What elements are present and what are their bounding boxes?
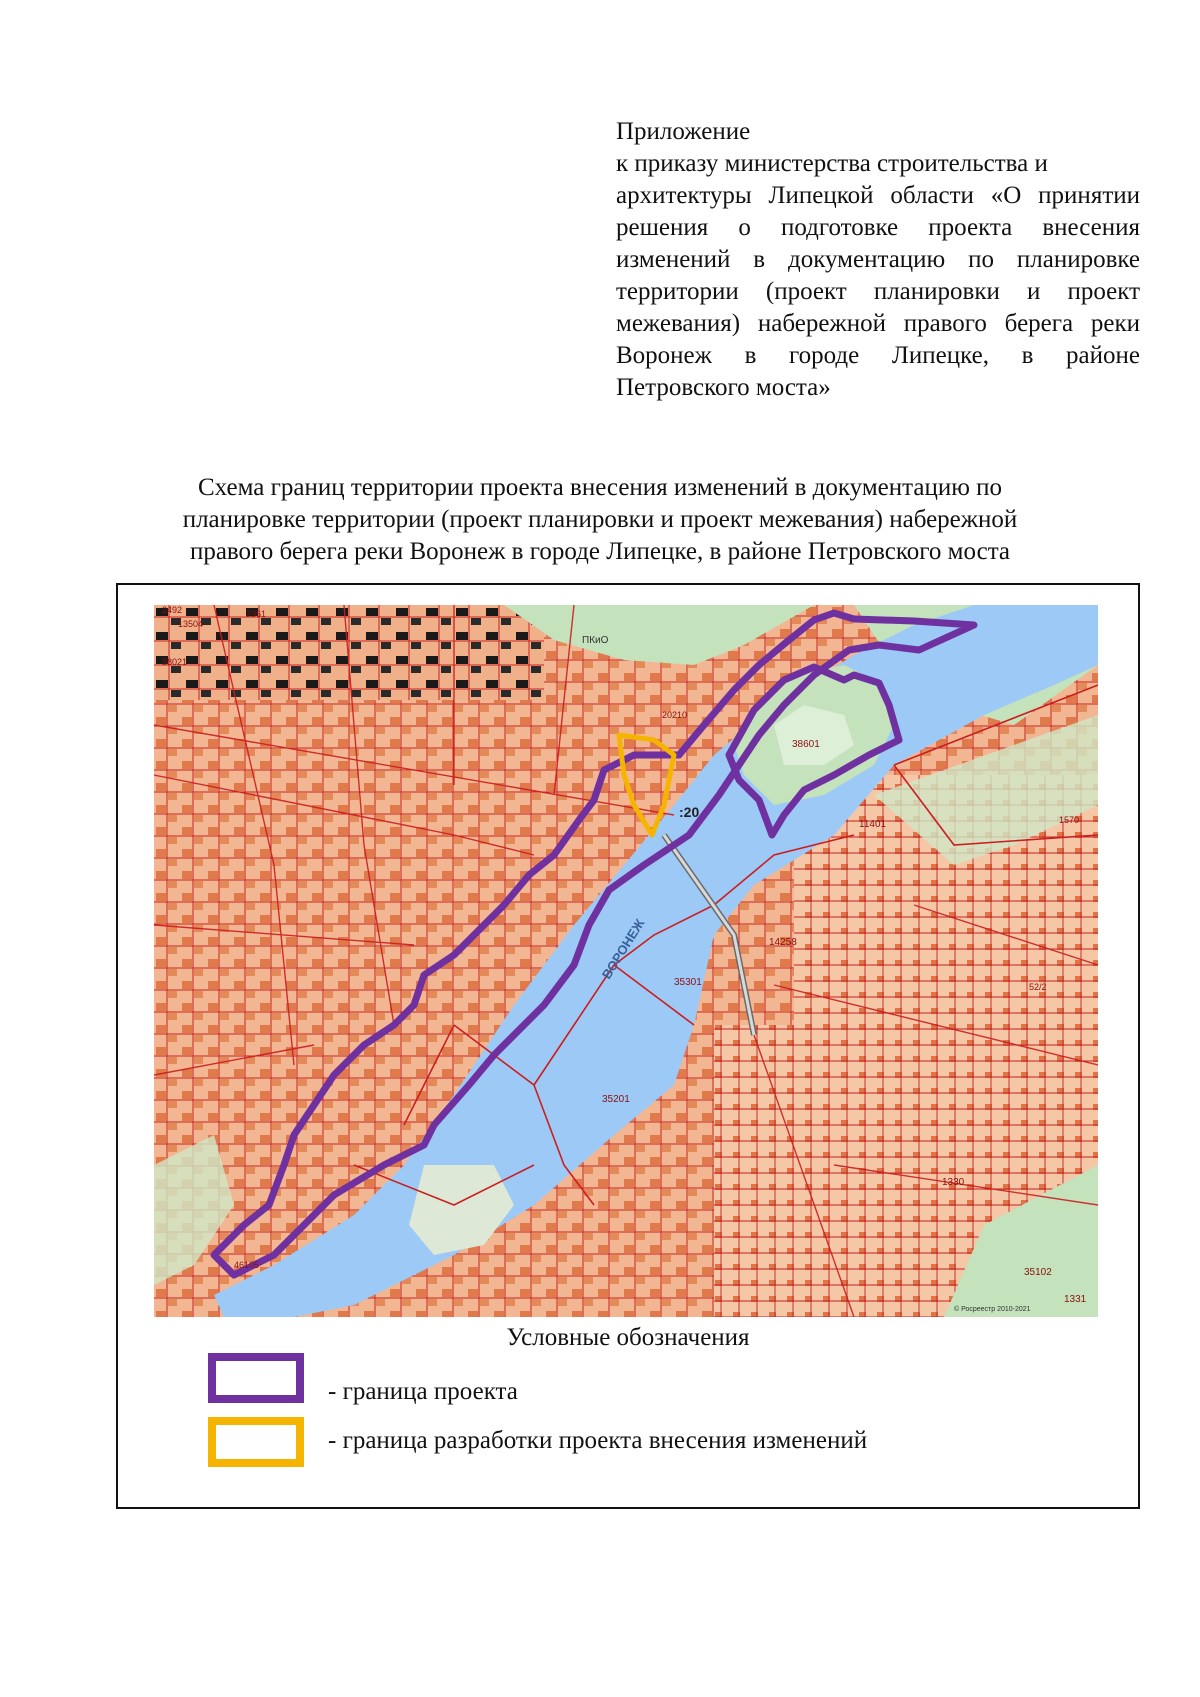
- legend-title: Условные обозначения: [506, 1324, 750, 1351]
- copyright-label: © Росреестр 2010-2021: [954, 1306, 1031, 1313]
- cadastral-map: [154, 605, 1098, 1317]
- parcel-label: 20210: [662, 710, 688, 720]
- heading-line-2: планировке территории (проект планировки и проект межевания) набережной: [182, 506, 1018, 533]
- appendix-body: архитектуры Липецкой области «О принятии решения о подготовке проекта внесения изменений в документацию по планировке территории (проект планировки и проект межевания) набережной правого берега реки Воронеж в городе Липецке, в районе Петровского моста»: [616, 182, 1140, 401]
- parcel-label: 38601: [792, 739, 820, 750]
- parcel-label: 1570: [1059, 815, 1080, 825]
- heading-line-3: правого берега реки Воронеж в городе Липецке, в районе Петровского моста: [189, 538, 1011, 565]
- amendment-boundary-swatch: [208, 1417, 304, 1467]
- parcel-label: 2361: [246, 609, 267, 619]
- parcel-label: 14258: [769, 937, 797, 948]
- parcel-label: 1331: [1064, 1294, 1087, 1305]
- parcel-label: 38021: [162, 657, 188, 667]
- scale-mark: :20: [679, 804, 700, 820]
- appendix-line: к приказу министерства строительства и: [616, 150, 1048, 177]
- appendix-title: Приложение: [616, 118, 751, 145]
- parcel-label: 2492: [162, 605, 183, 615]
- river-label: ВОРОНЕЖ: [598, 916, 648, 982]
- parcel-label: 35102: [1024, 1267, 1052, 1278]
- legend-item-amendment-boundary: - граница разработки проекта внесения изменений: [328, 1427, 868, 1454]
- document-heading: [100, 472, 1100, 568]
- parcel-label: 13504: [178, 619, 204, 629]
- parcel-label: 35301: [674, 977, 702, 988]
- map-svg: [154, 605, 1098, 1317]
- parcel-label: 46105: [234, 1260, 260, 1270]
- park-label: ПКиО: [582, 635, 609, 646]
- parcel-label: 1330: [942, 1177, 965, 1188]
- heading-line-1: Схема границ территории проекта внесения изменений в документацию по: [197, 474, 1003, 501]
- appendix-block: [616, 116, 1140, 404]
- parcel-label: 35201: [602, 1094, 630, 1105]
- project-boundary-swatch: [208, 1353, 304, 1403]
- parcel-label: 11401: [859, 819, 887, 830]
- parcel-label: 52/2: [1029, 982, 1047, 992]
- legend-item-project-boundary: - граница проекта: [328, 1378, 518, 1405]
